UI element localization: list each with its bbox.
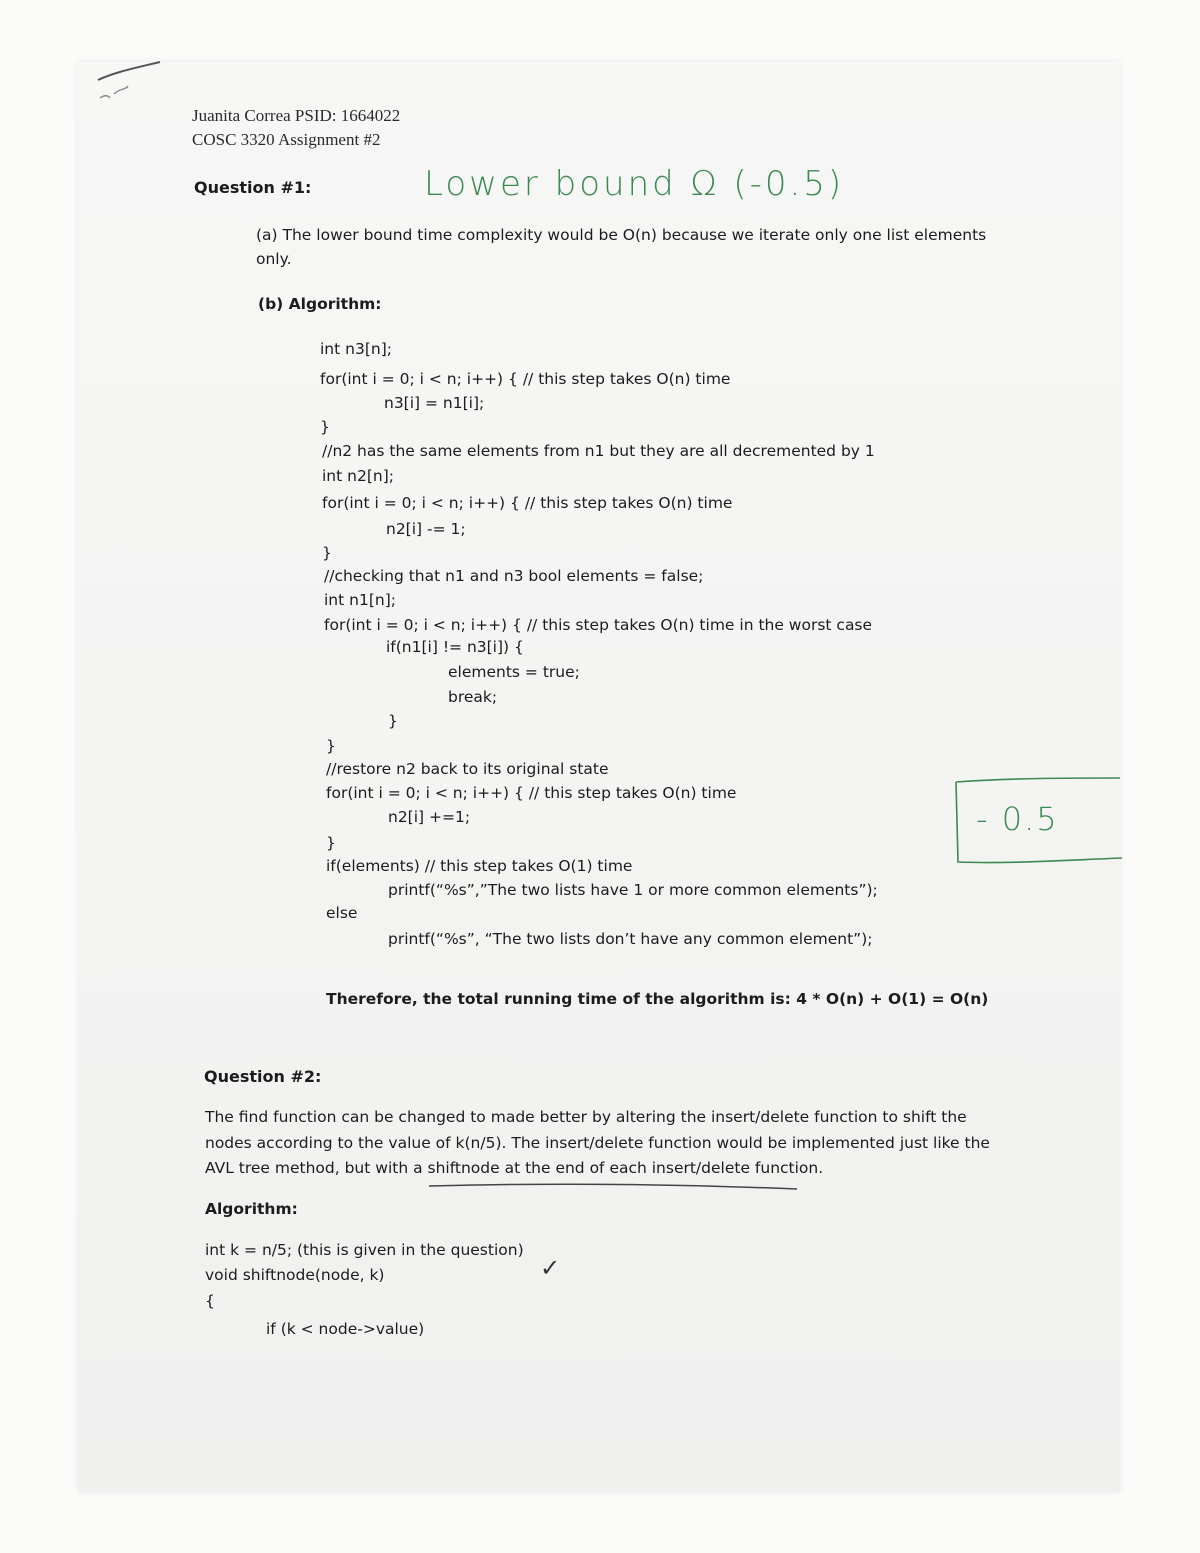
pen-scribble [90, 58, 170, 108]
code-line: } [320, 418, 330, 436]
q2-algorithm-label: Algorithm: [205, 1200, 298, 1218]
code-line: } [326, 737, 336, 755]
code-comment: //n2 has the same elements from n1 but they are all decremented by 1 [322, 442, 875, 460]
student-name-line: Juanita Correa PSID: 1664022 [192, 106, 401, 125]
check-mark-icon: ✓ [540, 1254, 561, 1282]
code-line: } [322, 544, 332, 562]
part-b-label: (b) Algorithm: [258, 295, 382, 313]
question-1-title: Question #1: [194, 178, 312, 197]
score-deduction: - 0.5 [976, 800, 1059, 838]
code-line: elements = true; [448, 663, 580, 681]
code-line: { [205, 1292, 215, 1310]
code-line: int n2[n]; [322, 467, 394, 485]
code-line: n2[i] -= 1; [386, 520, 466, 538]
code-line: break; [448, 688, 498, 706]
code-line: int n3[n]; [320, 340, 392, 358]
code-line: if(elements) // this step takes O(1) time [326, 857, 633, 875]
code-line: void shiftnode(node, k) [205, 1266, 385, 1284]
code-line: if(n1[i] != n3[i]) { [386, 638, 524, 656]
part-a-text-cont: only. [256, 250, 292, 268]
q2-paragraph: The find function can be changed to made better by altering the insert/delete function to shift the [205, 1108, 967, 1126]
code-line: else [326, 904, 358, 922]
code-line: if (k < node->value) [266, 1320, 425, 1338]
code-line: for(int i = 0; i < n; i++) { // this step takes O(n) time [322, 494, 733, 512]
grader-note: Lower bound Ω (-0.5) [424, 164, 845, 204]
code-line: n2[i] +=1; [388, 808, 471, 826]
q2-paragraph-cont: AVL tree method, but with a shiftnode at the end of each insert/delete function. [205, 1159, 824, 1177]
code-line: for(int i = 0; i < n; i++) { // this step takes O(n) time [320, 370, 731, 388]
code-line: printf(“%s”, “The two lists don’t have any common element”); [388, 930, 873, 948]
code-line: } [388, 712, 398, 730]
code-line: } [326, 834, 336, 852]
pen-underline [425, 1180, 805, 1194]
code-line: int n1[n]; [324, 591, 396, 609]
code-line: printf(“%s”,”The two lists have 1 or more common elements”); [388, 881, 878, 899]
code-line: n3[i] = n1[i]; [384, 394, 485, 412]
code-line: int k = n/5; (this is given in the question) [205, 1241, 524, 1259]
running-time-conclusion: Therefore, the total running time of the algorithm is: 4 * O(n) + O(1) = O(n) [326, 990, 989, 1008]
code-comment: //checking that n1 and n3 bool elements = false; [324, 567, 704, 585]
q2-paragraph-cont: nodes according to the value of k(n/5). The insert/delete function would be implemented just like the [205, 1134, 990, 1152]
course-line: COSC 3320 Assignment #2 [192, 130, 381, 149]
code-comment: //restore n2 back to its original state [326, 760, 609, 778]
question-2-title: Question #2: [204, 1067, 322, 1086]
code-line: for(int i = 0; i < n; i++) { // this step takes O(n) time [326, 784, 737, 802]
code-line: for(int i = 0; i < n; i++) { // this step takes O(n) time in the worst case [324, 616, 873, 634]
part-a-text: (a) The lower bound time complexity would be O(n) because we iterate only one list elements [256, 226, 987, 244]
